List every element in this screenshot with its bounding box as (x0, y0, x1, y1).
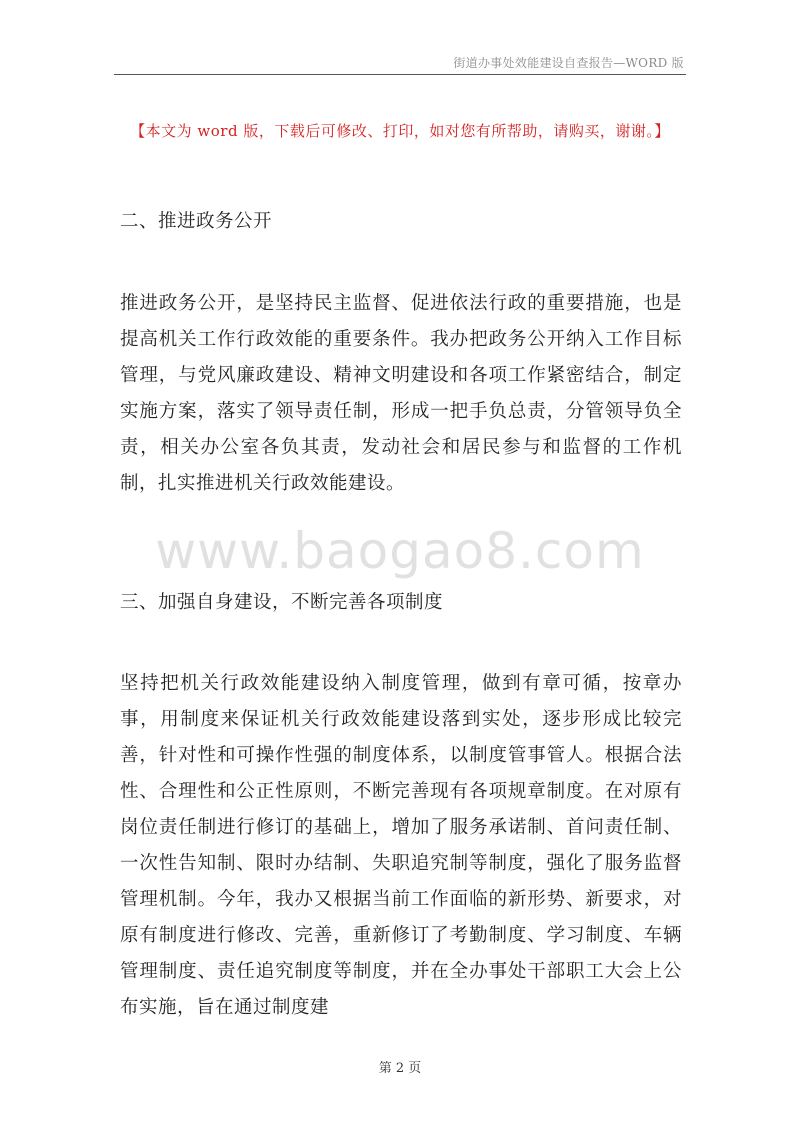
site-watermark: www.baogao8.com (155, 522, 645, 580)
page-number: 第 2 页 (378, 1061, 422, 1076)
section-heading-self-construction: 三、加强自身建设，不断完善各项制度 (120, 592, 444, 613)
purchase-notice: 【本文为 word 版，下载后可修改、打印，如对您有所帮助，请购买，谢谢。】 (130, 122, 670, 140)
section-heading-government-affairs: 二、推进政务公开 (120, 211, 273, 232)
header-divider (114, 74, 686, 75)
section-paragraph-government-affairs: 推进政务公开，是坚持民主监督、促进依法行政的重要措施，也是提高机关工作行政效能的重要条件。我办把政务公开纳入工作目标管理，与党风廉政建设、精神文明建设和各项工作紧密结合，制定实施方案，落实了领导责任制，形成一把手负总责，分管领导负全责，相关办公室各负其责，发动社会和居民参与和监督的工作机制，扎实推进机关行政效能建设。 (120, 293, 682, 494)
section-paragraph-self-construction: 坚持把机关行政效能建设纳入制度管理，做到有章可循，按章办事，用制度来保证机关行政效能建设落到实处，逐步形成比较完善，针对性和可操作性强的制度体系，以制度管事管人。根据合法性、合理性和公正性原则，不断完善现有各项规章制度。在对原有岗位责任制进行修订的基础上，增加了服务承诺制、首问责任制、一次性告知制、限时办结制、失职追究制等制度，强化了服务监督管理机制。今年，我办又根据当前工作面临的新形势、新要求，对原有制度进行修改、完善，重新修订了考勤制度、学习制度、车辆管理制度、责任追究制度等制度，并在全办事处干部职工大会上公布实施，旨在通过制度建 (120, 673, 682, 1018)
document-header-title: 街道办事处效能建设自查报告—WORD 版 (453, 56, 684, 70)
